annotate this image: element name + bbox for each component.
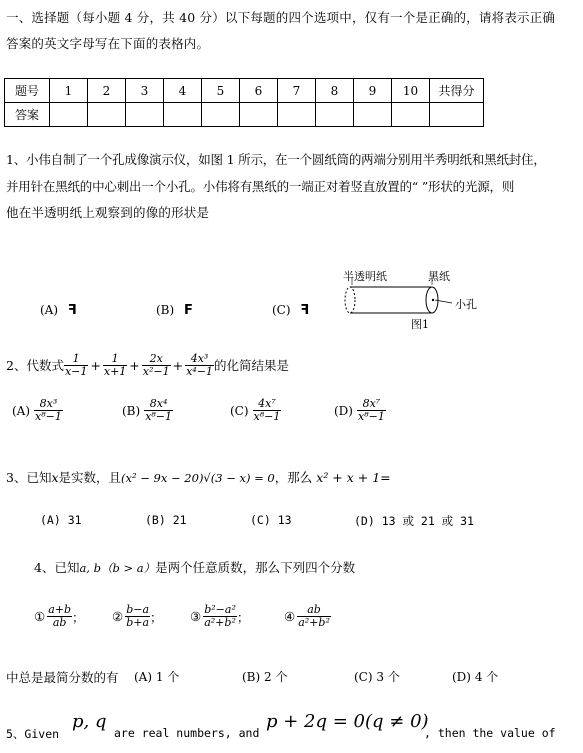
answer-cell[interactable] [316, 103, 354, 127]
q5-equation: p + 2q = 0(q ≠ 0) [266, 711, 429, 732]
section-heading-line2: 答案的英文字母写在下面的表格内。 [6, 36, 210, 51]
q2-suffix: 的化简结果是 [213, 358, 289, 373]
denominator: x⁸−1 [357, 410, 385, 423]
total-score-cell[interactable] [430, 103, 484, 127]
figure-caption: 图1 [411, 318, 429, 331]
option-label: (C) [354, 670, 373, 684]
separator: ； [72, 609, 85, 625]
option-label: (D) [452, 670, 471, 684]
q4-fraction-2 [112, 604, 163, 629]
separator: ； [150, 609, 163, 625]
section-heading-line1: 一、选择题（每小题 4 分，共 40 分）以下每题的四个选项中，仅有一个是正确的，请将表示正确 [6, 10, 556, 25]
option-label: (A) [134, 670, 153, 684]
q1-text-line3: 他在半透明纸上观察到的像的形状是 [6, 205, 210, 220]
denominator: ab [52, 616, 67, 629]
q2-expression [6, 348, 289, 382]
numerator: ab [297, 604, 331, 617]
table-col-10: 10 [392, 79, 430, 103]
table-col-5: 5 [202, 79, 240, 103]
denominator: x+1 [103, 364, 127, 378]
q3-option-d[interactable] [354, 513, 474, 529]
fraction [297, 604, 331, 629]
table-col-1: 1 [50, 79, 88, 103]
option-value: 1 个 [155, 670, 180, 684]
q2-term-1 [64, 353, 88, 378]
denominator: x²−1 [142, 364, 170, 378]
numerator: 8x³ [34, 398, 63, 411]
q3-var: x [51, 470, 59, 485]
option-fraction [253, 398, 282, 423]
table-answer-label: 答案 [5, 103, 50, 127]
table-col-2: 2 [88, 79, 126, 103]
q4-fraction-4 [284, 604, 331, 629]
fraction [47, 604, 72, 629]
option-value: 31 [67, 513, 82, 527]
q1-option-b[interactable] [156, 303, 193, 318]
q4-option-a[interactable] [134, 668, 179, 685]
q4-option-c[interactable] [354, 668, 400, 685]
numerator: 1 [103, 353, 127, 366]
numerator: b−a [126, 603, 150, 616]
option-label: (A) [12, 403, 31, 418]
q2-prefix: 2、代数式 [6, 358, 64, 373]
numerator: a+b [48, 603, 72, 616]
q5-middle: are real numbers, and [114, 726, 260, 740]
q2-option-a[interactable] [12, 398, 63, 423]
q1-option-a[interactable] [40, 303, 77, 318]
q1-text-line1: 1、小伟自制了一个孔成像演示仪，如图 1 所示，在一个圆纸筒的两端分别用半秀明纸和黑纸封住， [6, 152, 546, 167]
answer-cell[interactable] [392, 103, 430, 127]
denominator: x⁸−1 [145, 410, 173, 423]
option-label: (A) [40, 513, 61, 527]
numerator: 8x⁴ [144, 398, 173, 411]
option-value: 4 个 [474, 670, 499, 684]
numerator: 1 [64, 353, 88, 366]
denominator: b+a [126, 616, 150, 629]
table-col-8: 8 [316, 79, 354, 103]
denominator: x⁴−1 [186, 364, 213, 378]
fraction [125, 604, 150, 629]
q4-vars: a, b [79, 561, 101, 575]
q3-then: ，那么 [274, 470, 313, 485]
denominator: x⁸−1 [253, 410, 281, 423]
denominator: x−1 [64, 364, 88, 378]
option-label: (C) [272, 303, 291, 317]
numerator: 8x⁷ [357, 398, 386, 411]
q3-text [6, 468, 391, 486]
table-col-7: 7 [278, 79, 316, 103]
option-value: 2 个 [264, 670, 288, 684]
option-value: 13 [277, 513, 292, 527]
circled-number: ④ [284, 609, 296, 624]
option-label: (D) [334, 403, 353, 418]
answer-cell[interactable] [240, 103, 278, 127]
option-label: (B) [145, 513, 166, 527]
figure-label-translucent: 半透明纸 [343, 270, 387, 283]
denominator: a²+b² [298, 616, 330, 629]
option-glyph: ꟻ [300, 303, 310, 318]
q2-option-c[interactable] [230, 398, 281, 423]
answer-cell[interactable] [354, 103, 392, 127]
answer-cell[interactable] [164, 103, 202, 127]
table-col-4: 4 [164, 79, 202, 103]
plus-sign: + [90, 357, 101, 373]
option-value: 3 个 [376, 670, 400, 684]
option-fraction [357, 398, 386, 423]
denominator: a²+b² [204, 616, 236, 629]
answer-table [4, 78, 484, 127]
q2-option-b[interactable] [122, 398, 173, 423]
q3-prefix: 3、已知 [6, 470, 52, 485]
answer-table-answer-row [5, 103, 484, 127]
option-fraction [144, 398, 173, 423]
q4-suffix: 是两个任意质数，那么下列四个分数 [155, 560, 356, 575]
numerator: 4x³ [185, 353, 214, 366]
q3-expression: x² + x + 1= [316, 470, 391, 485]
option-value: 21 [172, 513, 187, 527]
table-col-9: 9 [354, 79, 392, 103]
option-label: (B) [122, 403, 141, 418]
q4-text [34, 558, 355, 576]
figure-label-black: 黑纸 [428, 270, 450, 283]
plus-sign: + [172, 357, 184, 373]
option-glyph: F [184, 303, 193, 318]
q3-middle: 是实数，且 [58, 470, 122, 485]
option-label: (C) [230, 403, 249, 418]
option-value: 13 或 21 或 31 [381, 514, 474, 528]
q1-option-c[interactable] [272, 303, 309, 318]
q5-vars: p, q [72, 711, 107, 732]
option-label: (B) [156, 303, 175, 317]
q5-given: 5、Given [6, 727, 60, 741]
option-label: (C) [250, 513, 271, 527]
q3-option-b[interactable] [145, 513, 187, 527]
answer-cell[interactable] [88, 103, 126, 127]
q4-option-b[interactable] [242, 668, 287, 685]
circled-number: ① [34, 609, 46, 624]
circled-number: ② [112, 609, 124, 624]
q3-equation: (x² − 9x − 20)√(3 − x) = 0 [121, 471, 275, 485]
circled-number: ③ [190, 609, 202, 624]
table-col-6: 6 [240, 79, 278, 103]
q5-tail: , then the value of [424, 726, 556, 740]
table-header-label: 题号 [5, 79, 50, 103]
q3-option-c[interactable] [250, 513, 292, 527]
numerator: b²−a² [204, 603, 236, 616]
q4-prefix: 4、已知 [34, 560, 80, 575]
answer-cell[interactable] [50, 103, 88, 127]
answer-cell[interactable] [126, 103, 164, 127]
answer-cell[interactable] [278, 103, 316, 127]
answer-table-header-row [5, 79, 484, 103]
table-total-label: 共得分 [430, 79, 484, 103]
q2-term-2 [103, 353, 127, 378]
q4-condition: （b > a） [100, 561, 156, 575]
answer-cell[interactable] [202, 103, 240, 127]
q2-option-d[interactable] [334, 398, 386, 423]
figure-label-hole: 小孔 [455, 298, 477, 311]
numerator: 4x⁷ [253, 398, 282, 411]
plus-sign: + [129, 357, 140, 373]
q4-option-d[interactable] [452, 668, 498, 685]
table-col-3: 3 [126, 79, 164, 103]
option-glyph: ꟻ [67, 303, 77, 318]
fraction [203, 604, 237, 629]
option-label: (B) [242, 670, 261, 684]
q4-answer-line-prefix: 中总是最简分数的有 [6, 670, 119, 685]
option-fraction [34, 398, 63, 423]
q2-term-3 [142, 353, 171, 378]
q2-term-4 [185, 353, 214, 378]
numerator: 2x [142, 353, 171, 366]
separator: ； [236, 609, 250, 625]
option-label: (D) [354, 514, 375, 528]
q3-option-a[interactable] [40, 513, 82, 527]
q1-text-line2: 并用针在黑纸的中心刺出一个小孔。小伟将有黑纸的一端正对着竖直放置的“ ”形状的光源，则 [6, 179, 515, 194]
q4-fraction-3 [190, 604, 249, 629]
option-label: (A) [40, 303, 59, 317]
denominator: x⁸−1 [35, 410, 62, 423]
q4-fraction-1 [34, 604, 85, 629]
